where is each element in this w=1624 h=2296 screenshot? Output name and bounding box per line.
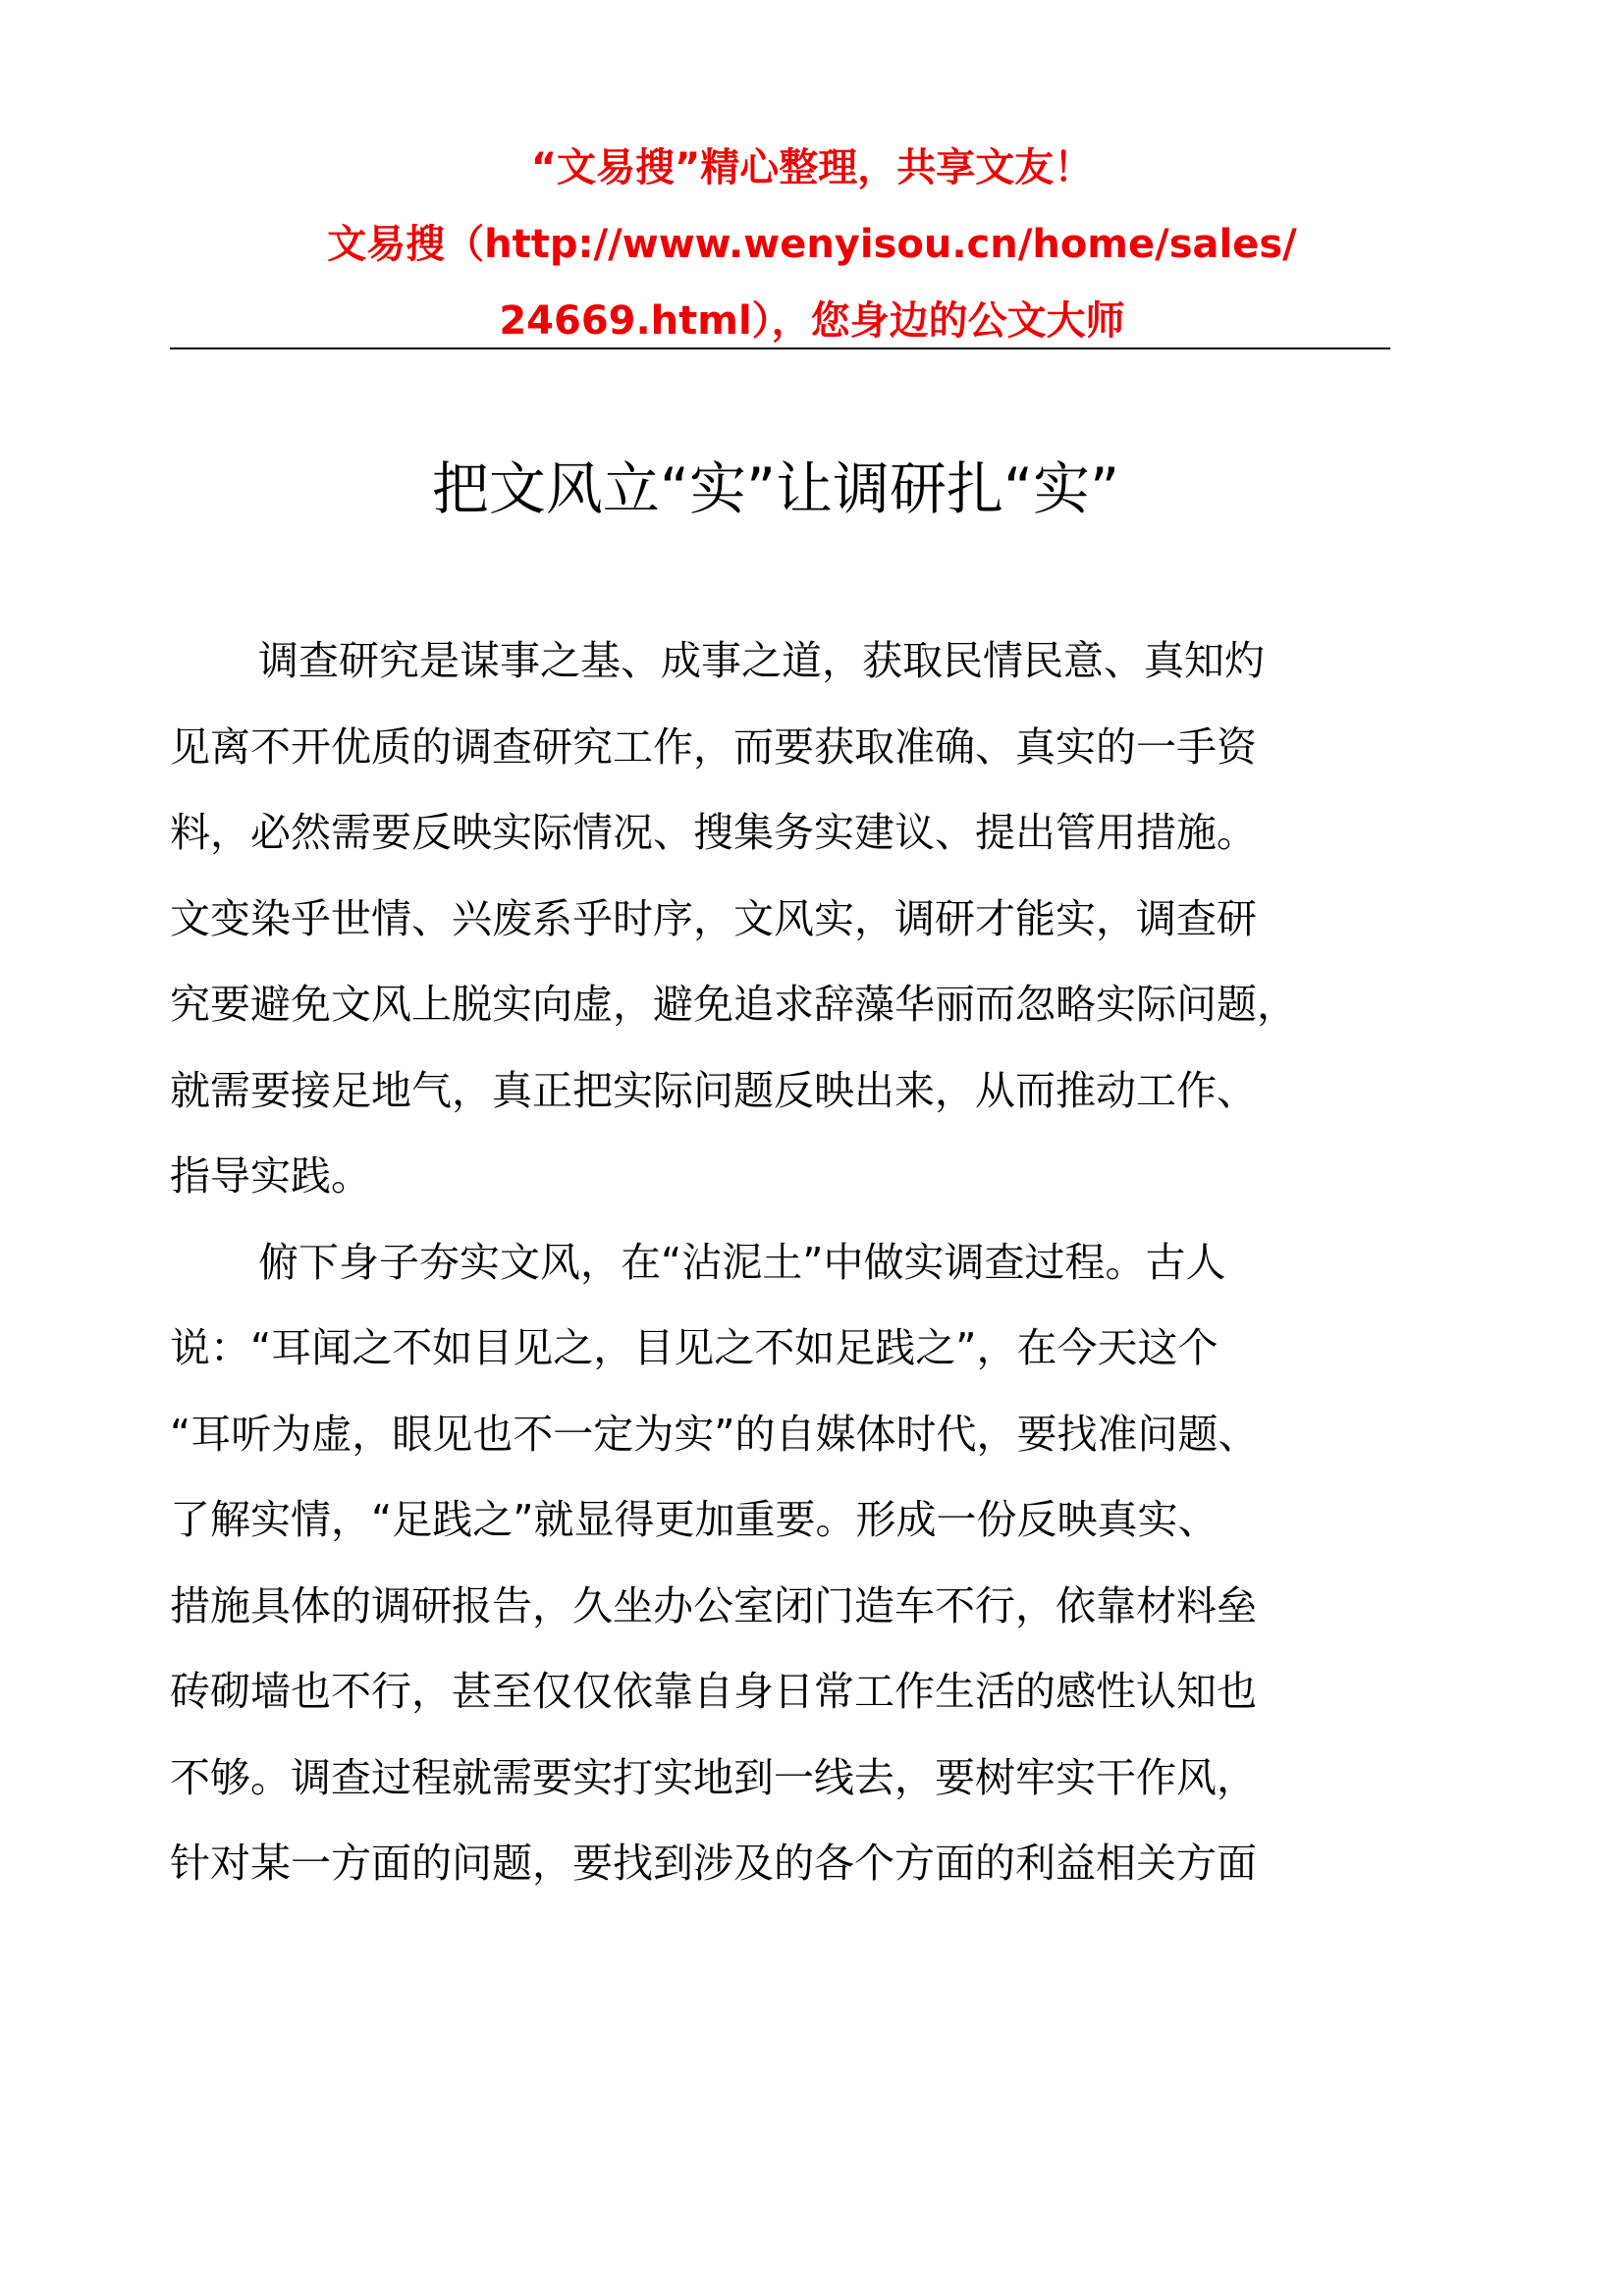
header-line-1: “文易搜”精心整理，共享文友！ xyxy=(530,145,1094,190)
watermark-header xyxy=(0,130,1624,359)
header-line-2: 文易搜（http://www.wenyisou.cn/home/sales/ xyxy=(327,222,1297,267)
paragraph-line: 措施具体的调研报告，久坐办公室闭门造车不行，依靠材料垒 xyxy=(170,1581,1257,1629)
paragraph-1 xyxy=(170,618,1446,1220)
paragraph-line: 调查研究是谋事之基、成事之道，获取民情民意、真知灼 xyxy=(258,637,1265,684)
header-divider xyxy=(170,347,1390,349)
paragraph-line: 料，必然需要反映实际情况、搜集务实建议、提出管用措施。 xyxy=(170,809,1257,856)
document-title: 把文风立“实”让调研扎“实” xyxy=(431,455,1120,522)
paragraph-line: 砖砌墙也不行，甚至仅仅依靠自身日常工作生活的感性认知也 xyxy=(170,1668,1257,1715)
paragraph-line: 针对某一方面的问题，要找到涉及的各个方面的利益相关方面 xyxy=(170,1840,1257,1887)
paragraph-line: 就需要接足地气，真正把实际问题反映出来，从而推动工作、 xyxy=(170,1066,1257,1114)
paragraph-2 xyxy=(170,1220,1446,1907)
paragraph-line: 不够。调查过程就需要实打实地到一线去，要树牢实干作风， xyxy=(170,1753,1257,1801)
paragraph-line: 了解实情，“足践之”就显得更加重要。形成一份反映真实、 xyxy=(170,1496,1218,1543)
document-body xyxy=(170,618,1446,1907)
paragraph-line: 文变染乎世情、兴废系乎时序，文风实，调研才能实，调查研 xyxy=(170,894,1257,942)
header-line-3: 24669.html），您身边的公文大师 xyxy=(499,298,1125,344)
paragraph-line: “耳听为虚，眼见也不一定为实”的自媒体时代，要找准问题、 xyxy=(170,1410,1259,1458)
paragraph-line: 究要避免文风上脱实向虚，避免追求辞藻华丽而忽略实际问题， xyxy=(170,981,1297,1028)
paragraph-line: 见离不开优质的调查研究工作，而要获取准确、真实的一手资 xyxy=(170,722,1257,771)
paragraph-line: 指导实践。 xyxy=(170,1152,371,1200)
paragraph-line: 说：“耳闻之不如目见之，目见之不如足践之”，在今天这个 xyxy=(170,1324,1218,1371)
paragraph-line: 俯下身子夯实文风，在“沾泥土”中做实调查过程。古人 xyxy=(258,1238,1226,1286)
